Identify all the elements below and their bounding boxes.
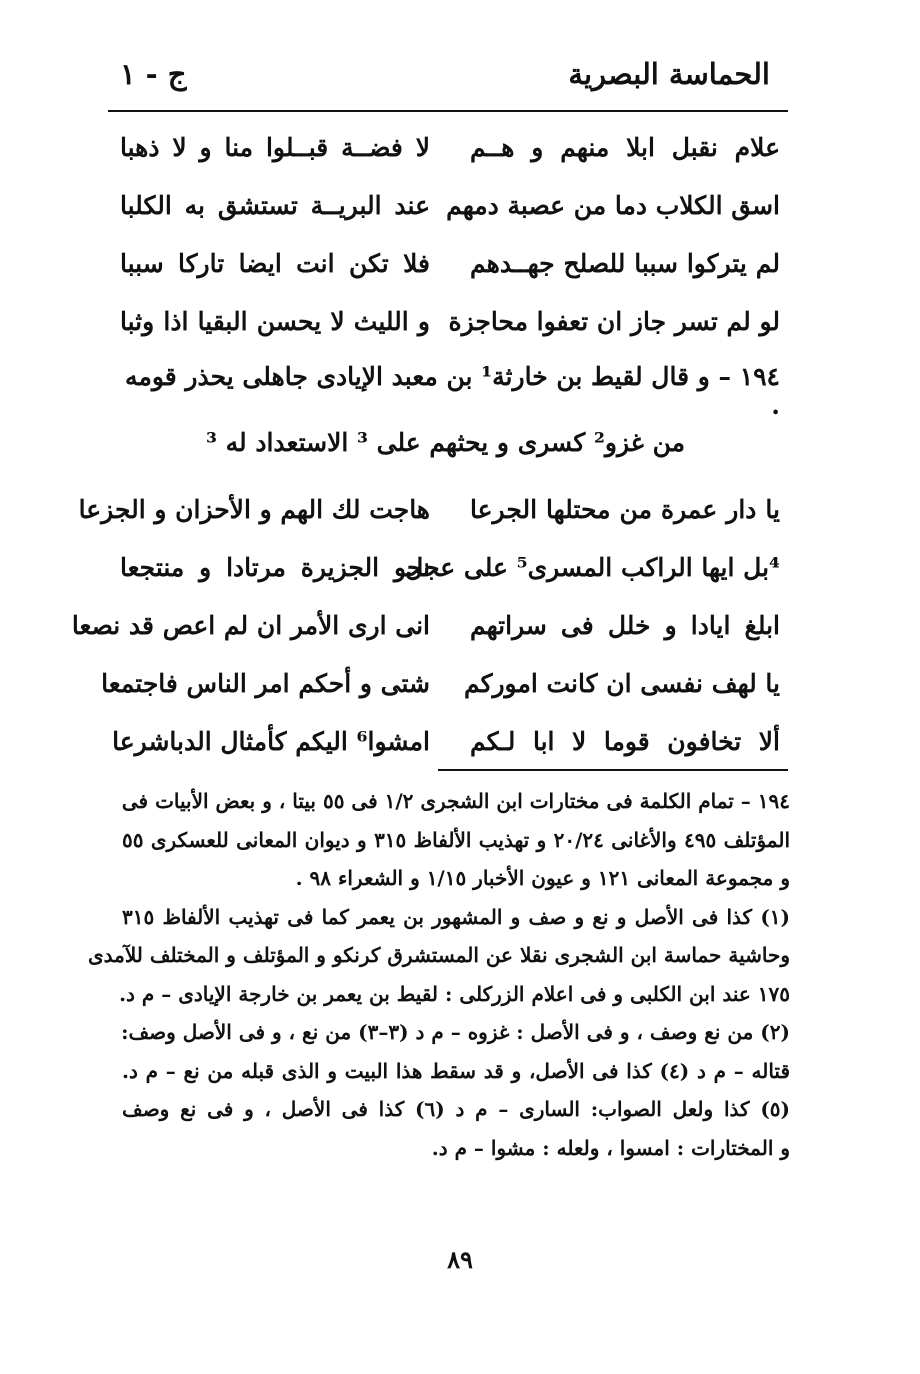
footnote-line: و مجموعة المعانى ١٢١ و عيون الأخبار ١/١٥ و الشعراء ٩٨ . [295, 866, 790, 890]
verse-line [120, 234, 780, 292]
verse-line [120, 176, 780, 234]
footnote-rule [438, 769, 788, 771]
book-title: الحماسة البصرية [568, 57, 770, 91]
second-hemistich: انى ارى الأمر ان لم اعص قد نصعا [71, 610, 430, 640]
second-hemistich: شتى و أحكم امر الناس فاجتمعا [101, 668, 430, 698]
first-hemistich: ⁴بل ايها الراكب المسرى⁵ على عجل [405, 552, 780, 582]
running-header [120, 50, 770, 98]
second-hemistich: عند البريــة تستشق به الكلبا [120, 190, 430, 220]
first-hemistich: علام نقبل ابلا منهم و هــم [470, 132, 780, 162]
verse-line [120, 292, 780, 350]
verse-line [112, 712, 780, 770]
footnote-line: (١) كذا فى الأصل و نع و صف و المشهور بن يعمر كما فى تهذيب الألفاظ ٣١٥ [122, 904, 790, 929]
footnote-line: و المختارات : امسوا ، ولعله : مشوا – م د. [431, 1135, 790, 1160]
page-number: ٨٩ [447, 1245, 473, 1274]
header-rule [108, 110, 788, 112]
poem-section-1 [120, 118, 780, 350]
first-hemistich: اسق الكلاب دما من عصبة دمهم [446, 190, 780, 220]
poem-section-2 [71, 480, 780, 770]
verse-line [71, 596, 780, 654]
footnote-line: قتاله – م د (٤) كذا فى الأصل، و قد سقط هذا البيت و الذى قبله من نع – م د. [122, 1058, 791, 1083]
verse-line [120, 118, 780, 176]
footnote-line: (٢) من نع وصف ، و فى الأصل : غزوه – م د (٣–٣) من نع ، و فى الأصل وصف: [121, 1020, 790, 1044]
first-hemistich: يا دار عمرة من محتلها الجرعا [470, 494, 780, 524]
footnote-line: (٥) كذا ولعل الصواب: السارى – م د (٦) كذا فى الأصل ، و فى نع وصف [122, 1097, 790, 1121]
first-hemistich: لو لم تسر جاز ان تعفوا محاجزة [448, 306, 780, 336]
footnotes [87, 782, 791, 1167]
footnote-line: وحاشية حماسة ابن الشجرى نقلا عن المستشرق كرنكو و المؤتلف و المختلف للآمدى [87, 943, 790, 967]
entry-heading-continuation: من غزو² كسرى و يحثهم على ³ الاستعداد له ³ [205, 428, 685, 457]
verse-line [78, 480, 780, 538]
second-hemistich: لا فضــة قبــلوا منا و لا ذهبا [120, 132, 430, 162]
first-hemistich: لم يتركوا سببا للصلح جهــدهم [470, 248, 780, 278]
entry-heading: ١٩٤ – و قال لقيط بن خارثة¹ بن معبد الإيادى جاهلى يحذر قومه . [125, 362, 780, 420]
footnote-line: المؤتلف ٤٩٥ والأغانى ٢٠/٢٤ و تهذيب الألفاظ ٣١٥ و ديوان المعانى للعسكرى ٥٥ [122, 827, 790, 852]
first-hemistich: ابلغ ايادا و خلل فى سراتهم [470, 610, 780, 640]
second-hemistich: امشوا⁶ اليكم كأمثال الدباشرعا [112, 726, 430, 756]
footnote-line: ١٩٤ – تمام الكلمة فى مختارات ابن الشجرى ١/٢ فى ٥٥ بيتا ، و بعض الأبيات فى [121, 789, 790, 813]
verse-line [101, 654, 780, 712]
second-hemistich: فلا تكن انت ايضا تاركا سببا [120, 248, 430, 278]
second-hemistich: و الليث لا يحسن البقيا اذا وثبا [120, 306, 430, 336]
volume-reference: ج - ١ [120, 57, 187, 91]
second-hemistich: هاجت لك الهم و الأحزان و الجزعا [78, 494, 430, 524]
verse-line [120, 538, 780, 596]
first-hemistich: ألا تخافون قوما لا ابا لـكم [470, 726, 780, 756]
first-hemistich: يا لهف نفسى ان كانت اموركم [463, 668, 780, 698]
second-hemistich: نحو الجزيرة مرتادا و منتجعا [120, 552, 430, 582]
footnote-line: ١٧٥ عند ابن الكلبى و فى اعلام الزركلى : لقيط بن يعمر بن خارجة الإيادى – م د. [119, 981, 790, 1006]
